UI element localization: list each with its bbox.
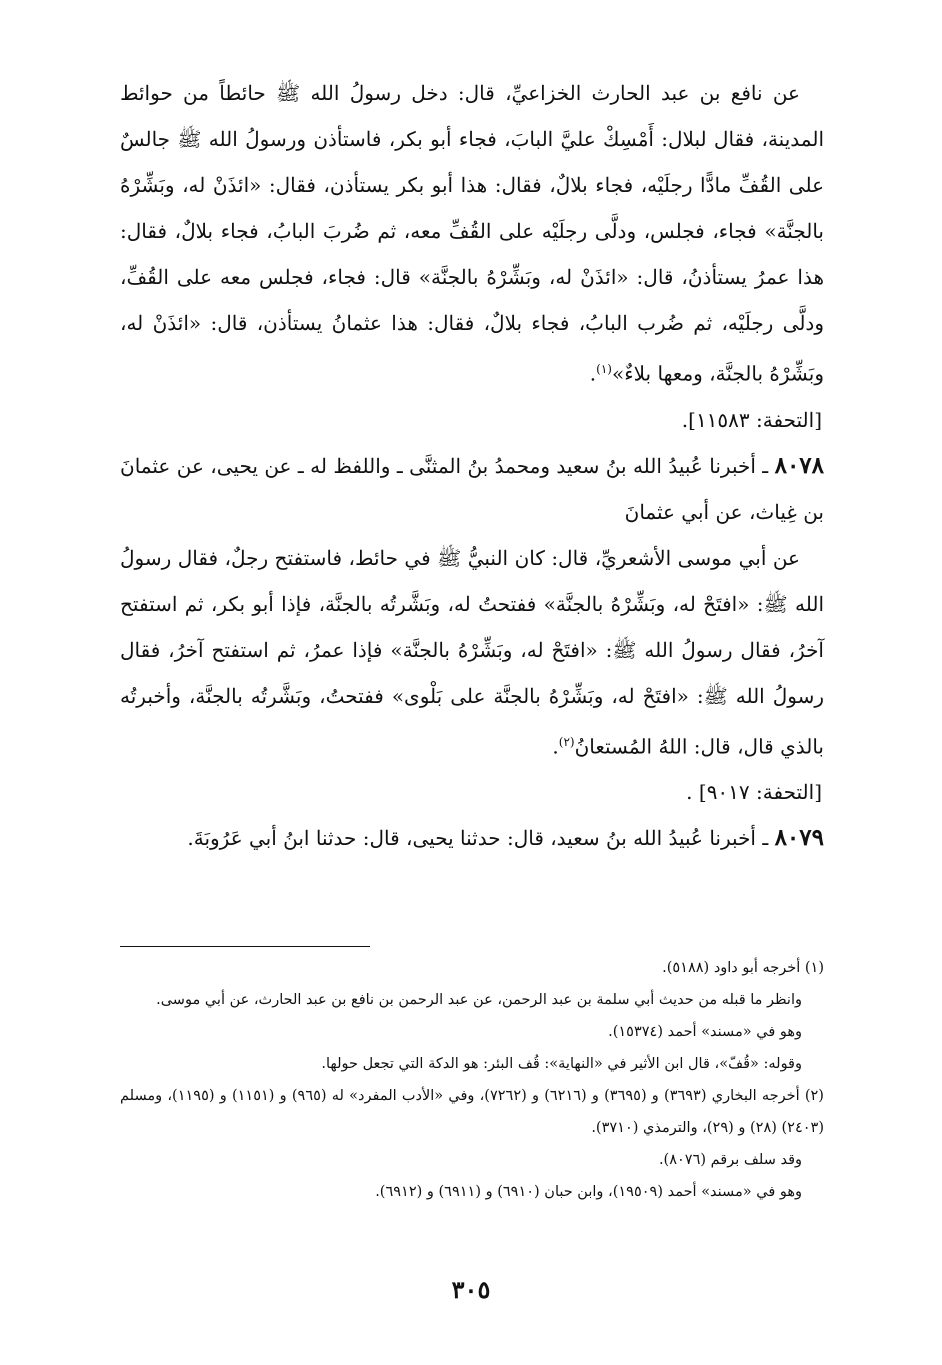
footnote-marker-1: (١) bbox=[596, 362, 612, 376]
page-number: ٣٠٥ bbox=[451, 1275, 491, 1304]
hadith-8079-isnad bbox=[120, 815, 824, 861]
hadith-8078-isnad-text: ـ أخبرنا عُبيدُ الله بنُ سعيد ومحمدُ بنُ المثنَّى ـ واللفظ له ـ عن يحيى، عن عثمانَ بن غِياث، عن أبي عثمانَ bbox=[120, 453, 824, 524]
tuhfa-ref-2: [التحفة: ٩٠١٧] . bbox=[686, 780, 822, 805]
hadith-8077-body: عن نافع بن عبد الحارث الخزاعيِّ، قال: دخل رسولُ الله ﷺ حائطاً من حوائط المدينة، فقال لبلال: أَمْسِكْ عليَّ البابَ، فجاء أبو بكر، فاستأذن ورسولُ الله ﷺ جالسٌ على القُفِّ مادًّا رجلَيْه، فجاء بلالٌ، فقال: هذا أبو بكر يستأذن، فقال: «ائذَنْ له، وبَشِّرْهُ بالجنَّة» فجاء، فجلس، ودلَّى رجلَيْه على القُفِّ معه، ثم ضُربَ البابُ، فجاء بلالٌ، فقال: هذا عمرُ يستأذنُ، قال: «ائذَنْ له، وبَشِّرْهُ بالجنَّة» قال: فجاء، فجلس معه على القُفِّ، ودلَّى رجلَيْه، ثم ضُرب البابُ، فجاء بلالٌ، فقال: هذا عثمانُ يستأذن، قال: «ائذَنْ له، وبَشِّرْهُ بالجنَّة، ومعها بلاءٌ» bbox=[120, 81, 824, 386]
footnote-line: وقد سلف برقم (٨٠٧٦). bbox=[658, 1152, 802, 1168]
hadith-8079-isnad-text: ـ أخبرنا عُبيدُ الله بنُ سعيد، قال: حدثنا يحيى، قال: حدثنا ابنُ أبي عَرُوبَةَ. bbox=[187, 826, 769, 851]
footnote-marker-2: (٢) bbox=[558, 734, 575, 749]
footnote-line: (٢) أخرجه البخاري (٣٦٩٣) و (٣٦٩٥) و (٦٢١٦) و (٧٢٦٢)، وفي «الأدب المفرد» له (٩٦٥) و (١١٥١) و (١١٩٥)، ومسلم (٢٤٠٣) (٢٨) و (٢٩)، والترمذي (٣٧١٠). bbox=[120, 1088, 824, 1136]
footnote-separator bbox=[120, 946, 370, 947]
footnote-line: وقوله: «قُفّ»، قال ابن الأثير في «النهاية»: قُف البئر: هو الدكة التي تجعل حولها. bbox=[321, 1056, 802, 1072]
main-text bbox=[120, 70, 824, 861]
hadith-number-8079: ٨٠٧٩ bbox=[774, 824, 824, 852]
tuhfa-ref-1: [التحفة: ١١٥٨٣]. bbox=[681, 407, 822, 432]
footnote-line: (١) أخرجه أبو داود (٥١٨٨). bbox=[662, 960, 824, 976]
hadith-8078-isnad bbox=[120, 443, 824, 535]
footnote-line: وانظر ما قبله من حديث أبي سلمة بن عبد الرحمن، عن عبد الرحمن بن نافع بن عبد الحارث، عن أبي موسى. bbox=[156, 992, 802, 1008]
hadith-number-8078: ٨٠٧٨ bbox=[774, 451, 825, 479]
hadith-8078-text: عن أبي موسى الأشعريِّ، قال: كان النبيُّ ﷺ في حائط، فاستفتح رجلٌ، فقال رسولُ الله ﷺ: «افتَحْ له، وبَشِّرْهُ بالجنَّة» ففتحتُ له، وبَشَّرتُه بالجنَّة، فإذا أبو بكر، ثم استفتح آخرُ، فقال رسولُ الله ﷺ: «افتَحْ له، وبَشِّرْهُ بالجنَّة» فإذا عمرُ، ثم استفتح آخرُ، فقال رسولُ الله ﷺ: «افتَحْ له، وبَشِّرْهُ بالجنَّة على بَلْوى» ففتحتُ، وبَشَّرتُه بالجنَّة، وأخبرتُه بالذي قال، قال: اللهُ المُستعانُ$^{(٢)}$. bbox=[120, 545, 824, 759]
footnotes bbox=[120, 952, 824, 1208]
hadith-8077-text: عن نافع بن عبد الحارث الخزاعيِّ، قال: دخل رسولُ الله ﷺ حائطاً من حوائط المدينة، فقال لبلال: أَمْسِكْ عليَّ البابَ، فجاء أبو بكر، فاستأذن ورسولُ الله ﷺ جالسٌ على القُفِّ مادًّا رجلَيْه، فجاء بلالٌ، فقال: هذا أبو بكر يستأذن، فقال: «ائذَنْ له، وبَشِّرْهُ بالجنَّة» فجاء، فجلس، ودلَّى رجلَيْه على القُفِّ معه، ثم ضُربَ البابُ، فجاء بلالٌ، فقال: هذا عمرُ يستأذنُ، قال: «ائذَنْ له، وبَشِّرْهُ بالجنَّة» قال: فجاء، فجلس معه على القُفِّ، ودلَّى رجلَيْه، ثم ضُرب البابُ، فجاء بلالٌ، فقال: هذا عثمانُ يستأذن، قال: «ائذَنْ له، وبَشِّرْهُ بالجنَّة، ومعها بلاءٌ»$^{(١)}$. bbox=[120, 81, 824, 386]
footnote-line: وهو في «مسند» أحمد (١٩٥٠٩)، وابن حبان (٦٩١٠) و (٦٩١١) و (٦٩١٢). bbox=[375, 1184, 802, 1200]
footnote-line: وهو في «مسند» أحمد (١٥٣٧٤). bbox=[608, 1024, 802, 1040]
hadith-8078-body: عن أبي موسى الأشعريِّ، قال: كان النبيُّ ﷺ في حائط، فاستفتح رجلٌ، فقال رسولُ الله ﷺ: «افتَحْ له، وبَشِّرْهُ بالجنَّة» ففتحتُ له، وبَشَّرتُه بالجنَّة، فإذا أبو بكر، ثم استفتح آخرُ، فقال رسولُ الله ﷺ: «افتَحْ له، وبَشِّرْهُ بالجنَّة» فإذا عمرُ، ثم استفتح آخرُ، فقال رسولُ الله ﷺ: «افتَحْ له، وبَشِّرْهُ بالجنَّة على بَلْوى» ففتحتُ، وبَشَّرتُه بالجنَّة، وأخبرتُه بالذي قال، قال: اللهُ المُستعانُ bbox=[120, 545, 824, 759]
